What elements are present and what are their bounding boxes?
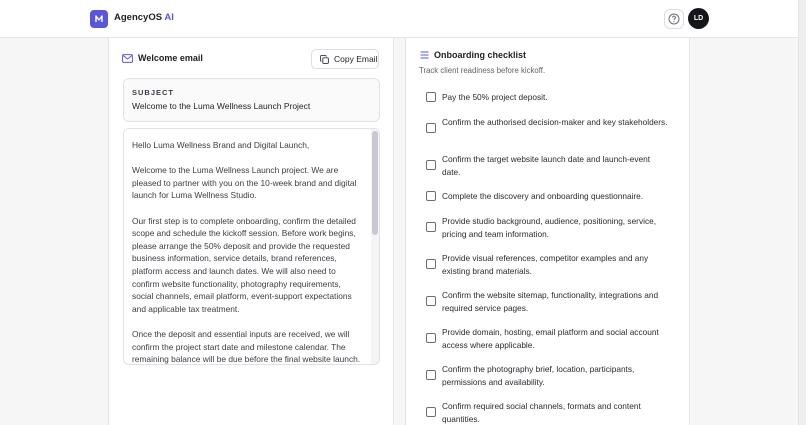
subject-label: SUBJECT <box>132 88 175 97</box>
checklist-checkbox[interactable] <box>426 296 436 306</box>
brand-name[interactable] <box>114 12 174 23</box>
welcome-email-title: Welcome email <box>138 53 203 63</box>
copy-email-label: Copy Email <box>334 54 378 64</box>
copy-icon <box>320 55 329 64</box>
email-paragraph: Once the deposit and essential inputs are received, we will confirm the project start date and milestone calendar. The remaining balance will be due before the final website launch. <box>132 328 361 365</box>
checklist-subtitle: Track client readiness before kickoff. <box>419 66 546 75</box>
checklist-item-label: Confirm the authorised decision-maker and key stakeholders. <box>442 117 668 127</box>
checklist-checkbox[interactable] <box>426 333 436 343</box>
email-body-box[interactable] <box>123 128 380 365</box>
checklist-item-label: Pay the 50% project deposit. <box>442 92 548 102</box>
checklist-item-label: Provide domain, hosting, email platform and social account access where applicable. <box>442 327 659 350</box>
checklist-item-label: Confirm required social channels, formats and content quantities. <box>442 401 641 424</box>
app-logo-icon[interactable] <box>90 10 108 28</box>
top-bar <box>0 0 798 38</box>
page-scrollbar[interactable] <box>798 0 806 425</box>
help-button[interactable] <box>664 9 684 29</box>
checklist-checkbox[interactable] <box>426 160 436 170</box>
brand-ai-suffix: AI <box>164 12 174 23</box>
checklist-item-label: Provide studio background, audience, positioning, service, pricing and team information. <box>442 216 657 239</box>
question-circle-icon <box>668 13 680 25</box>
checklist-checkbox[interactable] <box>426 259 436 269</box>
checklist-title: Onboarding checklist <box>434 50 527 60</box>
email-paragraph: Our first step is to complete onboarding, confirm the detailed scope and schedule the kickoff session. Before work begins, please arrange the 50% deposit and provide the requested business information, service details, brand references, platform access and launch dates. We will also need to confirm website functionality, photography requirements, social channels, email platform, event-support expectations and applicable tax treatment. <box>132 215 356 314</box>
brand-text: AgencyOS <box>114 12 163 23</box>
checklist-checkbox[interactable] <box>426 407 436 417</box>
user-avatar[interactable] <box>688 8 709 29</box>
email-paragraph: Welcome to the Luma Wellness Launch project. We are pleased to partner with you on the 10-week brand and digital launch for Luma Wellness Studio. <box>132 165 357 201</box>
checklist-checkbox[interactable] <box>426 191 436 201</box>
checklist-checkbox[interactable] <box>426 222 436 232</box>
email-paragraph: Hello Luma Wellness Brand and Digital Launch, <box>132 140 310 150</box>
checklist-checkbox[interactable] <box>426 92 436 102</box>
checklist-item-label: Confirm the target website launch date and launch-event date. <box>442 154 651 177</box>
mail-icon <box>122 54 133 63</box>
avatar-initials: LD <box>693 15 704 22</box>
copy-email-button[interactable] <box>311 49 379 69</box>
checklist-item-label: Provide visual references, competitor examples and any existing brand materials. <box>442 253 649 276</box>
checklist-item-label: Confirm the website sitemap, functionality, integrations and required service pages. <box>442 290 659 313</box>
list-icon <box>420 51 429 59</box>
checklist-checkbox[interactable] <box>426 370 436 380</box>
checklist-checkbox[interactable] <box>426 123 436 133</box>
email-body-scroll-thumb[interactable] <box>372 131 378 235</box>
subject-box <box>123 78 380 122</box>
subject-value: Welcome to the Luma Wellness Launch Project <box>132 101 311 111</box>
checklist-item-label: Confirm the photography brief, location, participants, permissions and availability. <box>442 364 635 387</box>
checklist-item-label: Complete the discovery and onboarding questionnaire. <box>442 191 644 201</box>
email-body-text <box>132 139 364 365</box>
